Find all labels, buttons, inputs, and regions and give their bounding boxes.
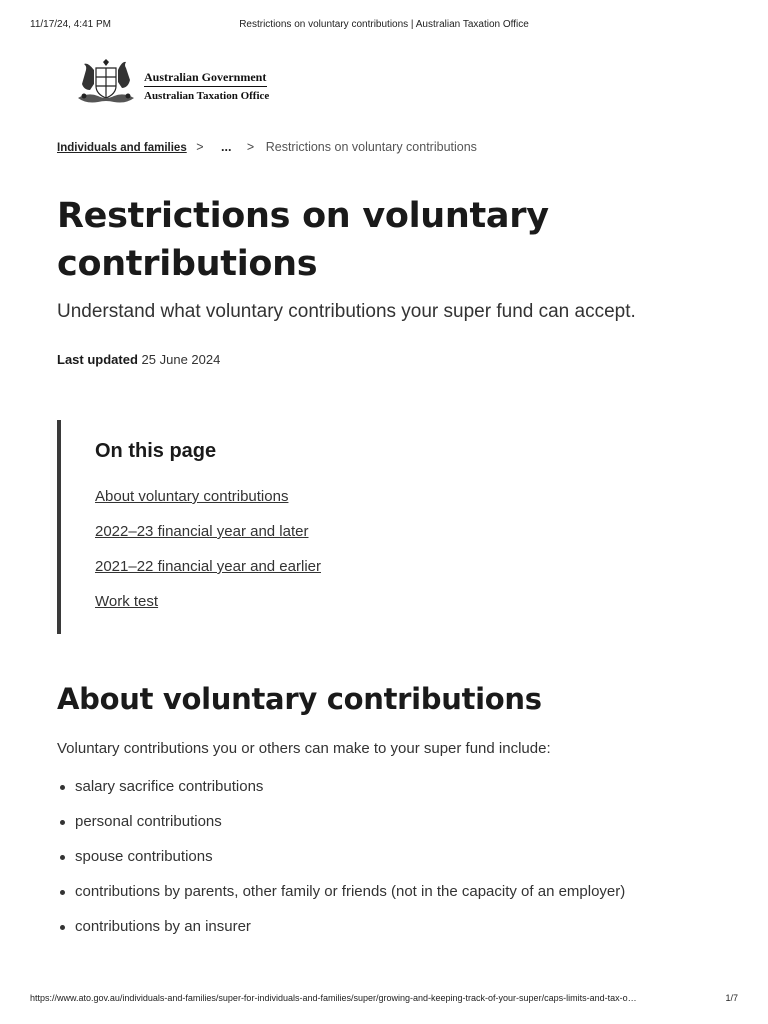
list-item	[95, 593, 321, 628]
toc-link-2022-23[interactable]: 2022–23 financial year and later	[95, 523, 309, 540]
list-item	[95, 523, 321, 558]
print-header	[30, 19, 738, 33]
list-item: salary sacrifice contributions	[57, 775, 657, 798]
list-item	[95, 488, 321, 523]
list-item: contributions by an insurer	[57, 915, 657, 938]
list-item: personal contributions	[57, 810, 657, 833]
print-datetime: 11/17/24, 4:41 PM	[30, 19, 111, 30]
breadcrumb-current: Restrictions on voluntary contributions	[265, 140, 477, 154]
contributions-list	[57, 775, 657, 950]
on-this-page-heading: On this page	[95, 440, 217, 462]
section-heading: About voluntary contributions	[57, 682, 542, 716]
on-this-page-panel	[57, 420, 461, 634]
print-page-number: 1/7	[725, 993, 738, 1003]
last-updated	[57, 352, 220, 367]
breadcrumb-link-individuals[interactable]: Individuals and families	[57, 142, 187, 154]
print-url: https://www.ato.gov.au/individuals-and-families/super-for-individuals-and-families/super/growing-and-keeping-track-of-your-super/caps-limits-and-tax-o…	[30, 993, 637, 1003]
last-updated-date: 25 June 2024	[141, 352, 221, 367]
logo-ato-text: Australian Taxation Office	[144, 90, 270, 102]
on-this-page-list	[95, 488, 321, 628]
page-subtitle: Understand what voluntary contributions your super fund can accept.	[57, 301, 636, 322]
last-updated-label: Last updated	[57, 352, 138, 367]
breadcrumb-separator: >	[196, 140, 204, 154]
breadcrumb-ellipsis-button[interactable]: ...	[221, 140, 232, 154]
logo-divider	[144, 86, 267, 87]
toc-link-2021-22[interactable]: 2021–22 financial year and earlier	[95, 558, 321, 575]
list-item: spouse contributions	[57, 845, 657, 868]
toc-link-about[interactable]: About voluntary contributions	[95, 488, 289, 505]
print-footer	[30, 993, 738, 1007]
ato-logo[interactable]	[74, 58, 294, 108]
section-intro: Voluntary contributions you or others can make to your super fund include:	[57, 740, 551, 757]
breadcrumb	[57, 140, 477, 154]
list-item	[95, 558, 321, 593]
print-page-title: Restrictions on voluntary contributions | Australian Taxation Office	[239, 19, 529, 30]
toc-link-work-test[interactable]: Work test	[95, 593, 159, 610]
breadcrumb-separator: >	[246, 140, 255, 154]
logo-government-text: Australian Government	[144, 70, 267, 84]
page-title: Restrictions on voluntary contributions	[57, 196, 549, 284]
list-item: contributions by parents, other family or friends (not in the capacity of an employer)	[57, 880, 657, 903]
commonwealth-crest-icon	[74, 58, 138, 106]
